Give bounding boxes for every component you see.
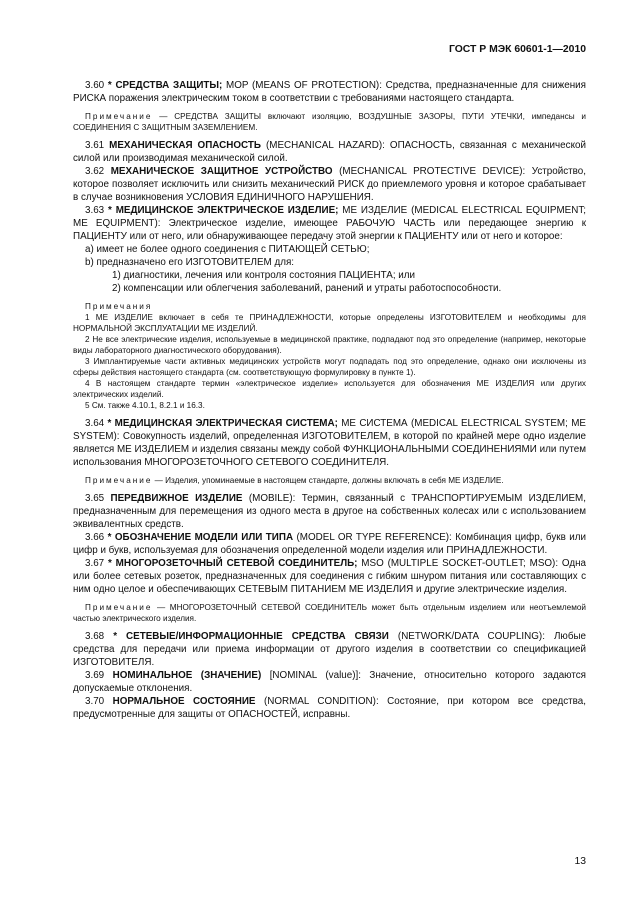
clause-text: (NETWORK/DATA COUPLING): Любые средства для передачи или приема информации от другого изделия в соответствии со спецификацией ИЗГОТОВИТЕЛЯ. — [73, 631, 587, 668]
clause-number: 3.67 — [85, 558, 108, 569]
clause-number: 3.62 — [85, 166, 111, 177]
clause-3-61 — [73, 139, 586, 165]
page-number: 13 — [574, 856, 586, 867]
list-item-b: b) предназначено его ИЗГОТОВИТЕЛЕМ для: — [85, 257, 295, 268]
clause-3-69 — [73, 669, 586, 695]
clause-term: НОМИНАЛЬНОЕ (ЗНАЧЕНИЕ) — [112, 670, 262, 681]
clause-text: МЕ ИЗДЕЛИЕ (MEDICAL ELECTRICAL EQUIPMENT; ME EQUIPMENT): Электрическое изделие, имеющее РАБОЧУЮ ЧАСТЬ или передающее энергию к ПАЦИЕНТУ или от него, или обнаруживающее передачу этой энергии к ПАЦИЕНТУ или от него и которое: — [73, 205, 586, 242]
note-label: Примечание — [85, 476, 153, 485]
note-3-64 — [73, 475, 586, 486]
clause-3-63 — [73, 204, 586, 243]
clause-number: 3.66 — [85, 532, 108, 543]
clause-3-65 — [73, 492, 586, 531]
clause-text: (MECHANICAL HAZARD): ОПАСНОСТЬ, связанная с механической силой или производимая механической силой. — [73, 140, 586, 164]
clause-term: НОРМАЛЬНОЕ СОСТОЯНИЕ — [112, 696, 256, 707]
list-item-b-1: 1) диагностики, лечения или контроля состояния ПАЦИЕНТА; или — [112, 270, 416, 281]
note-3-63-3: 3 Имплантируемые части активных медицинских устройств могут подпадать под это определение, однако они исключены из сферы действия настоящего стандарта (см. соответствующую формулировку в пункте 1). — [73, 357, 586, 377]
note-3-63-1: 1 МЕ ИЗДЕЛИЕ включает в себя те ПРИНАДЛЕЖНОСТИ, которые определены ИЗГОТОВИТЕЛЕМ и необходимы для НОРМАЛЬНОЙ ЭКСПЛУАТАЦИИ МЕ ИЗДЕЛИЙ. — [73, 313, 586, 333]
clause-3-64 — [73, 417, 586, 469]
clause-3-60 — [73, 79, 586, 105]
clause-number: 3.70 — [85, 696, 113, 707]
note-label: Примечание — [85, 112, 153, 121]
clause-3-67 — [73, 557, 586, 596]
clause-number: 3.68 — [85, 631, 114, 642]
note-3-63-4: 4 В настоящем стандарте термин «электрическое изделие» используется для обозначения МЕ ИЗДЕЛИЯ или других электрических изделий. — [73, 379, 586, 399]
clause-number: 3.65 — [85, 493, 111, 504]
clause-term: МЕХАНИЧЕСКАЯ ОПАСНОСТЬ — [109, 140, 261, 151]
clause-number: 3.69 — [85, 670, 113, 681]
clause-3-66 — [73, 531, 586, 557]
note-label: Примечание — [85, 603, 153, 612]
clause-number: 3.61 — [85, 140, 110, 151]
clause-text: (MECHANICAL PROTECTIVE DEVICE): Устройство, которое позволяет исключить или снизить механический РИСК до приемлемого уровня и которое срабатывает в случае возникновения УСЛОВИЯ ЕДИНИЧНОГО НАРУШЕНИЯ. — [73, 166, 586, 203]
clause-text: MOP (MEANS OF PROTECTION): Средства, предназначенные для снижения РИСКА поражения электрическим током в соответствии с требованиями настоящего стандарта. — [73, 80, 586, 104]
document-body — [73, 79, 586, 721]
note-text: — Изделия, упоминаемые в настоящем стандарте, должны включать в себя МЕ ИЗДЕЛИЕ. — [152, 476, 504, 485]
clause-number: 3.63 — [85, 205, 109, 216]
list-item-b-2: 2) компенсации или облегчения заболеваний, ранений и утраты работоспособности. — [112, 283, 502, 294]
note-text: — СРЕДСТВА ЗАЩИТЫ включают изоляцию, ВОЗДУШНЫЕ ЗАЗОРЫ, ПУТИ УТЕЧКИ, импедансы и СОЕДИНЕНИЯ С ЗАЩИТНЫМ ЗАЗЕМЛЕНИЕМ. — [73, 112, 586, 132]
clause-term: * МЕДИЦИНСКОЕ ЭЛЕКТРИЧЕСКОЕ ИЗДЕЛИЕ; — [108, 205, 339, 216]
note-3-63-2: 2 Не все электрические изделия, используемые в медицинской практике, подпадают под это определение (например, некоторые виды лабораторного диагностического оборудования). — [73, 335, 586, 355]
clause-term: ПЕРЕДВИЖНОЕ ИЗДЕЛИЕ — [110, 493, 243, 504]
clause-number: 3.60 — [85, 80, 108, 91]
clause-text: (MODEL OR TYPE REFERENCE): Комбинация цифр, букв или цифр и букв, используемая для обозначения определенной модели изделия или ПРИНАДЛЕЖНОСТИ. — [73, 532, 586, 556]
clause-number: 3.64 — [85, 418, 108, 429]
document-header: ГОСТ Р МЭК 60601-1—2010 — [448, 44, 586, 55]
clause-text: MSO (MULTIPLE SOCKET-OUTLET; MSO): Одна или более сетевых розеток, предназначенных для соединения с гибким шнуром питания или составляющих с ним одно целое и обеспечивающих СЕТЕВЫМ ПИТАНИЕМ МЕ ИЗДЕЛИЯ и другие электрические изделия. — [73, 558, 586, 595]
clause-term: * СРЕДСТВА ЗАЩИТЫ; — [107, 80, 223, 91]
list-item-a: a) имеет не более одного соединения с ПИТАЮЩЕЙ СЕТЬЮ; — [85, 244, 370, 255]
clause-text: (MOBILE): Термин, связанный с ТРАНСПОРТИРУЕМЫМ ИЗДЕЛИЕМ, предназначенным для перемещения из одного места в другое на собственных колесах или с использованием эквивалентных средств. — [73, 493, 586, 530]
clause-3-70 — [73, 695, 586, 721]
clause-term: * ОБОЗНАЧЕНИЕ МОДЕЛИ ИЛИ ТИПА — [107, 532, 294, 543]
clause-text: МЕ СИСТЕМА (MEDICAL ELECTRICAL SYSTEM; ME SYSTEM): Совокупность изделий, определенная ИЗГОТОВИТЕЛЕМ, в которой по крайней мере одно изделие является МЕ ИЗДЕЛИЕМ и изделия связаны между собой ФУНКЦИОНАЛЬНЫМИ СОЕДИНЕНИЯМИ или путем использования МНОГОРОЗЕТОЧНОГО СЕТЕВОГО СОЕДИНИТЕЛЯ. — [73, 418, 586, 468]
clause-term: МЕХАНИЧЕСКОЕ ЗАЩИТНОЕ УСТРОЙСТВО — [110, 166, 333, 177]
clause-term: * МНОГОРОЗЕТОЧНЫЙ СЕТЕВОЙ СОЕДИНИТЕЛЬ; — [108, 558, 358, 569]
clause-text: (NORMAL CONDITION): Состояние, при котором все средства, предусмотренные для защиты от ОПАСНОСТЕЙ, исправны. — [73, 696, 586, 720]
note-3-60 — [73, 111, 586, 133]
note-text: — МНОГОРОЗЕТОЧНЫЙ СЕТЕВОЙ СОЕДИНИТЕЛЬ может быть отдельным изделием или неотъемлемой частью электрического изделия. — [73, 603, 586, 623]
clause-term: * СЕТЕВЫЕ/ИНФОРМАЦИОННЫЕ СРЕДСТВА СВЯЗИ — [113, 631, 389, 642]
clause-3-68 — [73, 630, 586, 669]
notes-heading: Примечания — [85, 302, 153, 311]
note-3-67 — [73, 602, 586, 624]
clause-text: [NOMINAL (value)]: Значение, относительно которого задаются допускаемые отклонения. — [73, 670, 586, 694]
clause-3-62 — [73, 165, 586, 204]
note-3-63-5: 5 См. также 4.10.1, 8.2.1 и 16.3. — [85, 401, 205, 410]
clause-term: * МЕДИЦИНСКАЯ ЭЛЕКТРИЧЕСКАЯ СИСТЕМА; — [107, 418, 338, 429]
